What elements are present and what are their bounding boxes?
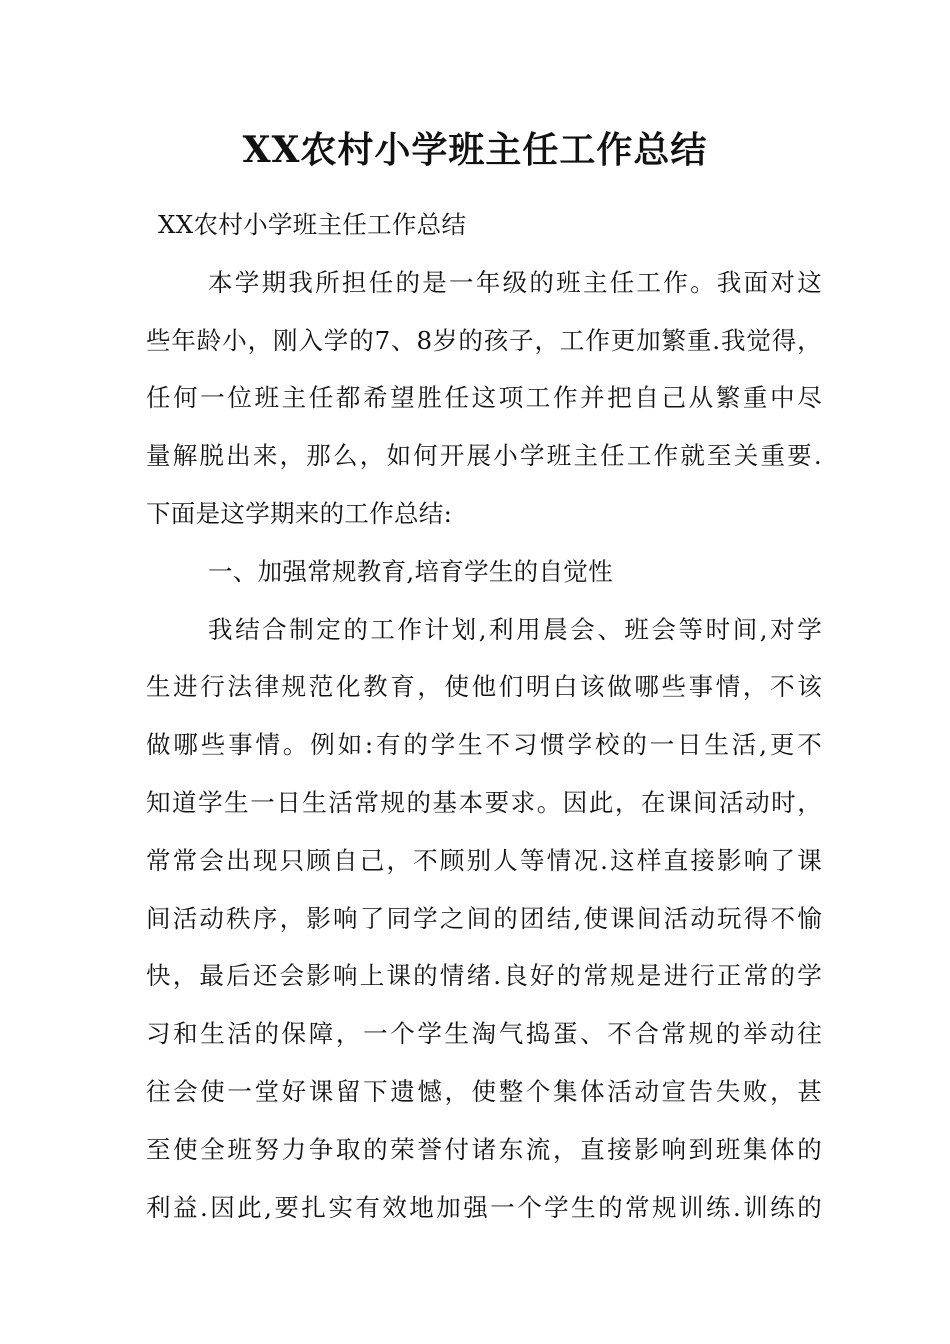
- paragraph-line: 我结合制定的工作计划,利用晨会、班会等时间,对学: [208, 614, 822, 644]
- paragraph-line: 往会使一堂好课留下遗憾，使整个集体活动宣告失败，甚: [146, 1076, 822, 1106]
- paragraph-line: 量解脱出来，那么，如何开展小学班主任工作就至关重要.: [146, 441, 822, 471]
- document-body: [146, 196, 822, 1236]
- paragraph-line: 习和生活的保障，一个学生淘气捣蛋、不合常规的举动往: [146, 1019, 822, 1049]
- paragraph-line: 做哪些事情。例如:有的学生不习惯学校的一日生活,更不: [146, 730, 822, 760]
- paragraph-line: 知道学生一日生活常规的基本要求。因此，在课间活动时，: [146, 787, 822, 817]
- paragraph-line: 任何一位班主任都希望胜任这项工作并把自己从繁重中尽: [146, 383, 822, 413]
- paragraph-line: 下面是这学期来的工作总结:: [146, 498, 453, 528]
- paragraph-line: 生进行法律规范化教育，使他们明白该做哪些事情，不该: [146, 672, 822, 702]
- paragraph-line: 本学期我所担任的是一年级的班主任工作。我面对这: [208, 267, 822, 297]
- section-heading: 一、加强常规教育,培育学生的自觉性: [208, 556, 613, 586]
- paragraph-line: 利益.因此,要扎实有效地加强一个学生的常规训练.训练的: [146, 1192, 822, 1222]
- paragraph-line: 至使全班努力争取的荣誉付诸东流，直接影响到班集体的: [146, 1134, 822, 1164]
- paragraph-line: 常常会出现只顾自己，不顾别人等情况.这样直接影响了课: [146, 845, 822, 875]
- paragraph-line: 些年龄小，刚入学的7、8岁的孩子，工作更加繁重.我觉得，: [146, 325, 822, 355]
- document-title: XX农村小学班主任工作总结: [242, 129, 708, 171]
- subtitle-line: XX农村小学班主任工作总结: [158, 210, 467, 239]
- paragraph-line: 间活动秩序，影响了同学之间的团结,使课间活动玩得不愉: [146, 903, 822, 933]
- paragraph-line: 快，最后还会影响上课的情绪.良好的常规是进行正常的学: [146, 961, 822, 991]
